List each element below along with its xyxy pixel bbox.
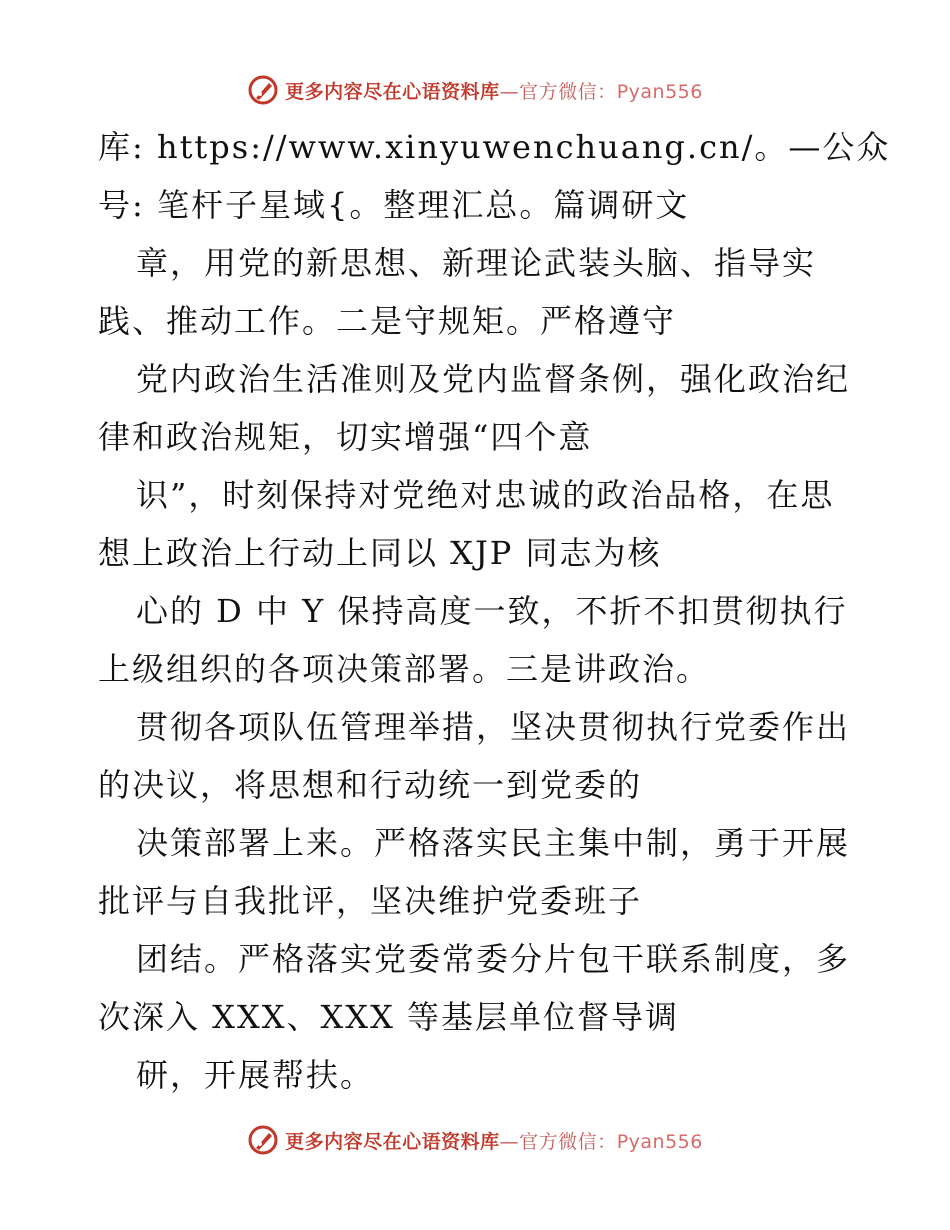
banner-wechat-label: 官方微信： — [519, 1130, 617, 1153]
banner-text — [285, 77, 703, 104]
text-line: 库: https://www.xinyuwenchuang.cn/。—公众 — [98, 128, 891, 166]
text-line: 律和政治规矩，切实增强“四个意 — [98, 418, 593, 456]
banner-wechat-id: Pyan556 — [616, 1130, 703, 1153]
pen-logo-icon — [247, 74, 279, 106]
text-line: 次深入 XXX、XXX 等基层单位督导调 — [98, 998, 680, 1036]
text-line: 上级组织的各项决策部署。三是讲政治。 — [98, 650, 711, 688]
text-line: 践、推动工作。二是守规矩。严格遵守 — [98, 302, 677, 340]
text-line: 号: 笔杆子星域{。整理汇总。篇调研文 — [98, 186, 690, 224]
text-line: 心的 D 中 Y 保持高度一致，不折不扣贯彻执行 — [136, 592, 848, 630]
pen-logo-icon — [247, 1124, 279, 1156]
document-body — [98, 126, 891, 1112]
text-line: 章，用党的新思想、新理论武装头脑、指导实 — [136, 244, 817, 282]
banner-dash: — — [499, 1130, 520, 1153]
text-line: 贯彻各项队伍管理举措，坚决贯彻执行党委作出 — [136, 708, 851, 746]
banner-brand: 更多内容尽在心语资料库 — [285, 80, 500, 103]
text-line: 团结。严格落实党委常委分片包干联系制度，多 — [136, 940, 851, 978]
banner-wechat-label: 官方微信： — [519, 80, 617, 103]
text-line: 党内政治生活准则及党内监督条例，强化政治纪 — [136, 360, 851, 398]
banner-text — [285, 1127, 703, 1154]
text-line: 识”，时刻保持对党绝对忠诚的政治品格，在思 — [136, 476, 835, 514]
text-line: 想上政治上行动上同以 XJP 同志为核 — [98, 534, 662, 572]
text-line: 决策部署上来。严格落实民主集中制，勇于开展 — [136, 824, 851, 862]
text-line: 的决议，将思想和行动统一到党委的 — [98, 766, 643, 804]
banner-wechat-id: Pyan556 — [616, 80, 703, 103]
header-banner — [0, 72, 950, 108]
banner-brand: 更多内容尽在心语资料库 — [285, 1130, 500, 1153]
footer-banner — [0, 1122, 950, 1158]
text-line: 批评与自我批评，坚决维护党委班子 — [98, 882, 643, 920]
text-line: 研，开展帮扶。 — [136, 1056, 375, 1094]
banner-dash: — — [499, 80, 520, 103]
